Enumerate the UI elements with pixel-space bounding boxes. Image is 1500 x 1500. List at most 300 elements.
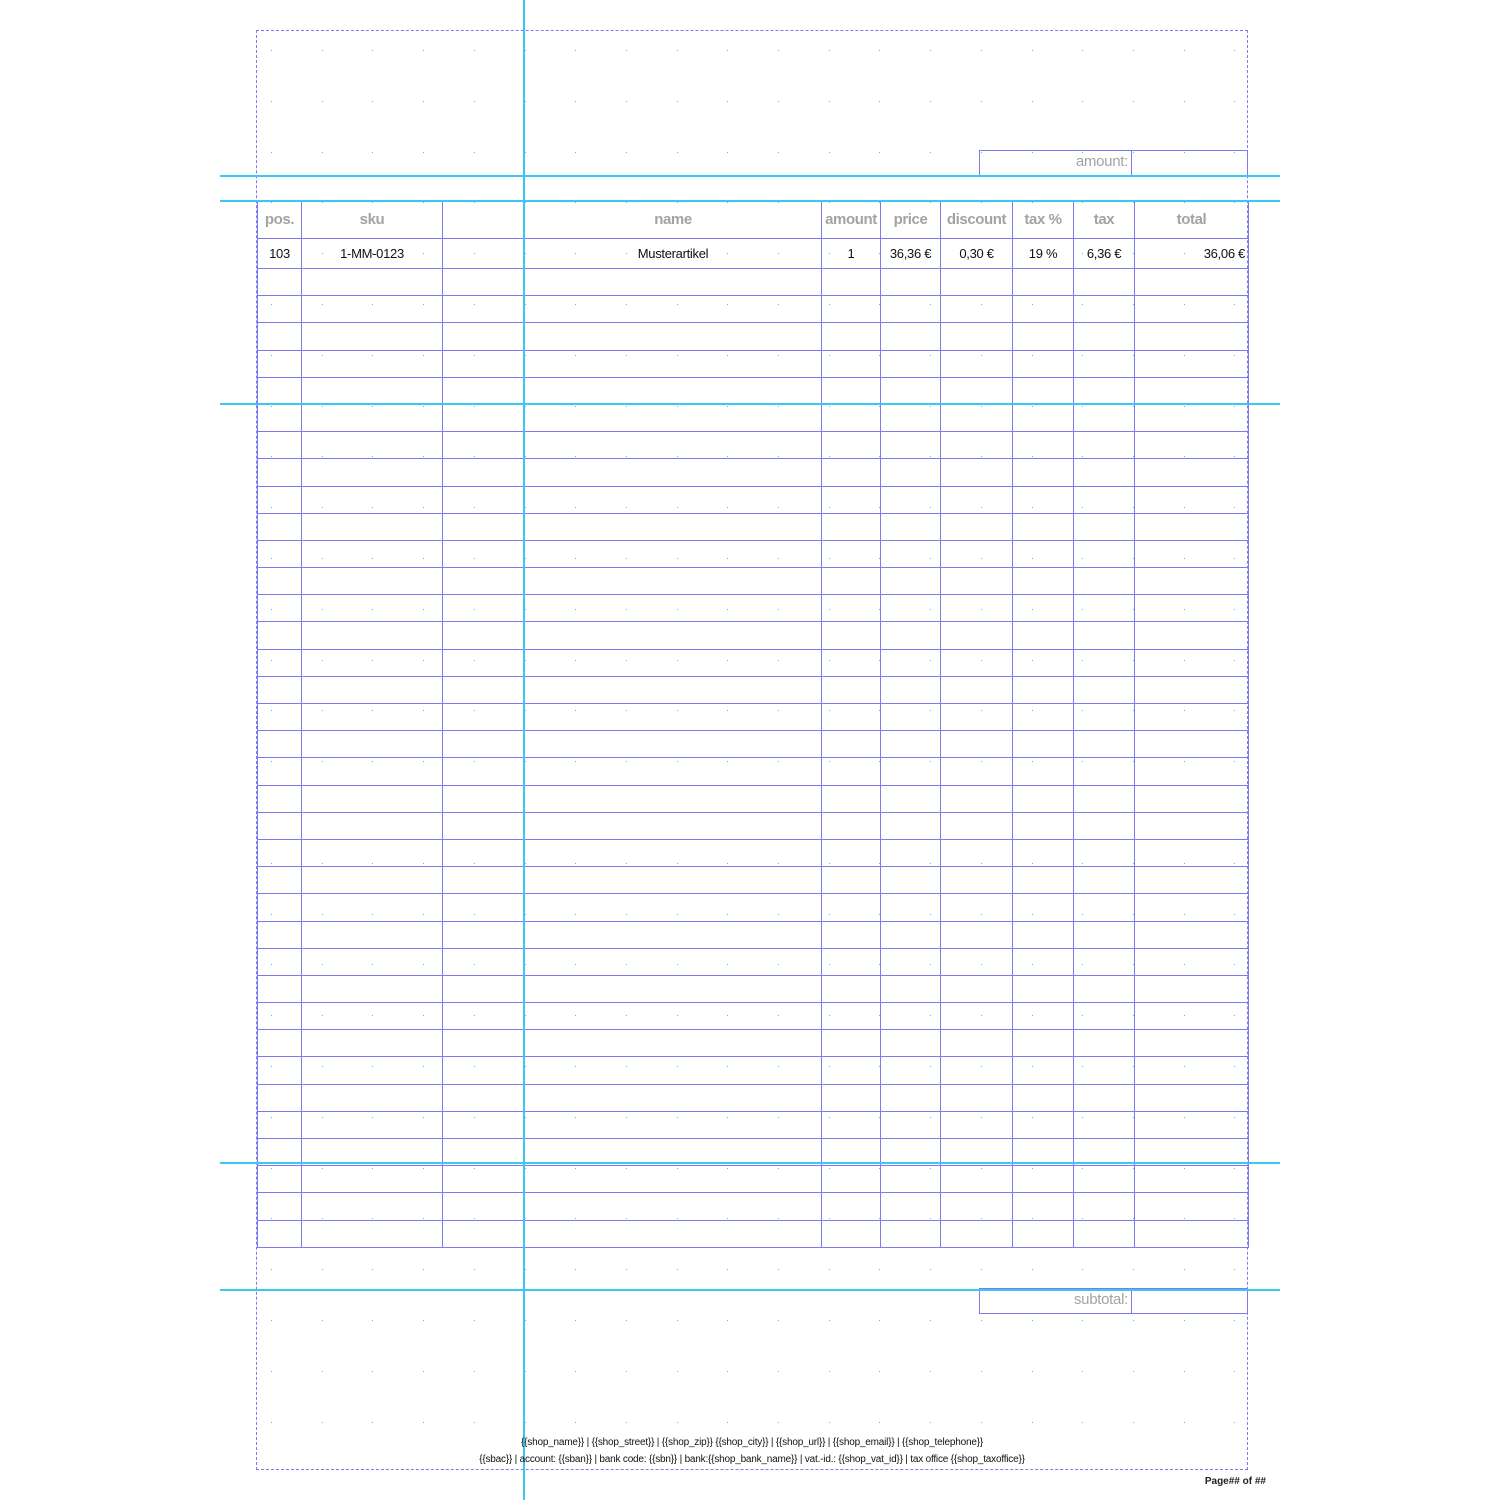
empty-cell <box>1013 704 1074 731</box>
empty-cell <box>941 812 1013 839</box>
empty-cell <box>302 758 443 785</box>
empty-cell <box>941 595 1013 622</box>
empty-cell <box>881 731 941 758</box>
empty-cell <box>525 948 822 975</box>
table-row-empty <box>258 486 1249 513</box>
empty-cell <box>822 867 881 894</box>
empty-cell <box>941 1166 1013 1193</box>
empty-cell <box>822 513 881 540</box>
empty-cell <box>443 948 525 975</box>
empty-cell <box>1013 785 1074 812</box>
empty-cell <box>1013 540 1074 567</box>
empty-cell <box>443 432 525 459</box>
empty-cell <box>1013 975 1074 1002</box>
empty-cell <box>1013 323 1074 350</box>
empty-cell <box>258 513 302 540</box>
empty-cell <box>822 1057 881 1084</box>
empty-cell <box>258 377 302 404</box>
empty-cell <box>881 622 941 649</box>
empty-cell <box>881 975 941 1002</box>
empty-cell <box>941 350 1013 377</box>
empty-cell <box>258 1166 302 1193</box>
empty-cell <box>941 975 1013 1002</box>
table-row-empty <box>258 1057 1249 1084</box>
empty-cell <box>525 1166 822 1193</box>
table-row-empty <box>258 323 1249 350</box>
empty-cell <box>1135 676 1249 703</box>
empty-cell <box>525 296 822 323</box>
empty-cell <box>1074 622 1135 649</box>
empty-cell <box>525 1193 822 1220</box>
empty-cell <box>1074 812 1135 839</box>
empty-cell <box>443 1111 525 1138</box>
empty-cell <box>822 404 881 431</box>
empty-cell <box>881 1193 941 1220</box>
empty-cell <box>258 323 302 350</box>
empty-cell <box>525 676 822 703</box>
empty-cell <box>1013 404 1074 431</box>
empty-cell <box>941 894 1013 921</box>
empty-cell <box>1135 731 1249 758</box>
guide-line-horizontal <box>220 403 1280 405</box>
empty-cell <box>881 486 941 513</box>
empty-cell <box>525 839 822 866</box>
empty-cell <box>941 296 1013 323</box>
empty-cell <box>1135 1030 1249 1057</box>
empty-cell <box>1074 1003 1135 1030</box>
guide-line-horizontal <box>220 1289 1280 1291</box>
empty-cell <box>1135 758 1249 785</box>
empty-cell <box>881 432 941 459</box>
empty-cell <box>443 513 525 540</box>
empty-cell <box>941 839 1013 866</box>
empty-cell <box>525 1220 822 1247</box>
guide-line-horizontal <box>220 175 1280 177</box>
empty-cell <box>525 785 822 812</box>
empty-cell <box>1074 704 1135 731</box>
empty-cell <box>302 377 443 404</box>
column-header-pos: pos. <box>258 201 302 239</box>
empty-cell <box>258 676 302 703</box>
empty-cell <box>822 921 881 948</box>
cell-name: Musterartikel <box>525 239 822 269</box>
empty-cell <box>881 1220 941 1247</box>
empty-cell <box>941 540 1013 567</box>
empty-cell <box>941 486 1013 513</box>
empty-cell <box>1135 432 1249 459</box>
empty-cell <box>1135 812 1249 839</box>
empty-cell <box>1074 568 1135 595</box>
empty-cell <box>1013 731 1074 758</box>
cell-total: 36,06 € <box>1135 239 1249 269</box>
cell-tax-percent: 19 % <box>1013 239 1074 269</box>
empty-cell <box>258 269 302 296</box>
cell-price: 36,36 € <box>881 239 941 269</box>
empty-cell <box>302 595 443 622</box>
empty-cell <box>258 296 302 323</box>
empty-cell <box>941 921 1013 948</box>
empty-cell <box>443 812 525 839</box>
empty-cell <box>1135 839 1249 866</box>
table-row-empty <box>258 540 1249 567</box>
empty-cell <box>822 704 881 731</box>
empty-cell <box>881 296 941 323</box>
empty-cell <box>525 568 822 595</box>
empty-cell <box>822 432 881 459</box>
empty-cell <box>258 540 302 567</box>
table-row-empty <box>258 1111 1249 1138</box>
empty-cell <box>258 867 302 894</box>
empty-cell <box>941 568 1013 595</box>
empty-cell <box>881 1003 941 1030</box>
empty-cell <box>525 432 822 459</box>
empty-cell <box>941 704 1013 731</box>
empty-cell <box>1135 513 1249 540</box>
empty-cell <box>1074 540 1135 567</box>
empty-cell <box>1135 377 1249 404</box>
empty-cell <box>302 894 443 921</box>
empty-cell <box>525 1030 822 1057</box>
empty-cell <box>1135 921 1249 948</box>
cell-pos: 103 <box>258 239 302 269</box>
empty-cell <box>1135 785 1249 812</box>
empty-cell <box>1013 350 1074 377</box>
footer-line-bank-info: {{sbac}} | account: {{sban}} | bank code: {{sbn}} | bank:{{shop_bank_name}} | vat.-id.: {{shop_vat_id}} | tax office {{shop_taxoffice}} <box>479 1454 1025 1465</box>
empty-cell <box>822 486 881 513</box>
empty-cell <box>1074 948 1135 975</box>
empty-cell <box>443 486 525 513</box>
empty-cell <box>941 404 1013 431</box>
table-row-empty <box>258 404 1249 431</box>
empty-cell <box>822 1030 881 1057</box>
empty-cell <box>1013 921 1074 948</box>
empty-cell <box>822 459 881 486</box>
empty-cell <box>525 404 822 431</box>
empty-cell <box>443 867 525 894</box>
empty-cell <box>822 785 881 812</box>
table-row-empty <box>258 622 1249 649</box>
empty-cell <box>1013 1111 1074 1138</box>
empty-cell <box>941 269 1013 296</box>
column-header-discount: discount <box>941 201 1013 239</box>
empty-cell <box>258 649 302 676</box>
empty-cell <box>1013 649 1074 676</box>
empty-cell <box>1013 839 1074 866</box>
empty-cell <box>822 1220 881 1247</box>
empty-cell <box>1013 758 1074 785</box>
table-row-empty <box>258 676 1249 703</box>
subtotal-label: subtotal: <box>1073 1291 1128 1308</box>
empty-cell <box>1135 459 1249 486</box>
empty-cell <box>525 595 822 622</box>
table-row-empty <box>258 1220 1249 1247</box>
table-row-empty <box>258 948 1249 975</box>
empty-cell <box>1074 513 1135 540</box>
cell-amount: 1 <box>822 239 881 269</box>
empty-cell <box>525 731 822 758</box>
empty-cell <box>1074 921 1135 948</box>
empty-cell <box>822 676 881 703</box>
empty-cell <box>1013 1003 1074 1030</box>
empty-cell <box>258 894 302 921</box>
empty-cell <box>1013 568 1074 595</box>
empty-cell <box>258 758 302 785</box>
empty-cell <box>1013 812 1074 839</box>
column-header-tax: tax <box>1074 201 1135 239</box>
column-header-tax-percent: tax % <box>1013 201 1074 239</box>
table-row-empty <box>258 867 1249 894</box>
empty-cell <box>1013 595 1074 622</box>
empty-cell <box>941 731 1013 758</box>
table-row-empty <box>258 812 1249 839</box>
empty-cell <box>1135 1003 1249 1030</box>
empty-cell <box>822 595 881 622</box>
empty-cell <box>443 595 525 622</box>
table-row-empty <box>258 296 1249 323</box>
empty-cell <box>443 269 525 296</box>
empty-cell <box>1074 377 1135 404</box>
empty-cell <box>258 1193 302 1220</box>
empty-cell <box>1135 323 1249 350</box>
table-row-empty <box>258 432 1249 459</box>
empty-cell <box>941 513 1013 540</box>
empty-cell <box>443 1193 525 1220</box>
empty-cell <box>302 459 443 486</box>
empty-cell <box>1013 1084 1074 1111</box>
empty-cell <box>525 269 822 296</box>
empty-cell <box>443 921 525 948</box>
guide-line-horizontal <box>220 1162 1280 1164</box>
empty-cell <box>1135 975 1249 1002</box>
table-row-empty <box>258 1030 1249 1057</box>
table-row-empty <box>258 1193 1249 1220</box>
empty-cell <box>1013 1220 1074 1247</box>
empty-cell <box>443 540 525 567</box>
table-header-row <box>258 201 1249 239</box>
empty-cell <box>443 622 525 649</box>
empty-cell <box>1013 1166 1074 1193</box>
empty-cell <box>443 704 525 731</box>
empty-cell <box>525 1003 822 1030</box>
empty-cell <box>302 622 443 649</box>
empty-cell <box>302 404 443 431</box>
empty-cell <box>881 1030 941 1057</box>
empty-cell <box>1135 1166 1249 1193</box>
empty-cell <box>258 1030 302 1057</box>
empty-cell <box>258 1003 302 1030</box>
empty-cell <box>302 704 443 731</box>
empty-cell <box>258 1084 302 1111</box>
empty-cell <box>881 867 941 894</box>
empty-cell <box>525 921 822 948</box>
empty-cell <box>1074 350 1135 377</box>
empty-cell <box>258 1057 302 1084</box>
empty-cell <box>1135 568 1249 595</box>
empty-cell <box>941 676 1013 703</box>
empty-cell <box>881 704 941 731</box>
empty-cell <box>302 323 443 350</box>
empty-cell <box>941 1030 1013 1057</box>
empty-cell <box>302 1193 443 1220</box>
empty-cell <box>941 758 1013 785</box>
table-row-empty <box>258 269 1249 296</box>
empty-cell <box>302 1003 443 1030</box>
empty-cell <box>941 649 1013 676</box>
empty-cell <box>822 269 881 296</box>
empty-cell <box>1074 731 1135 758</box>
empty-cell <box>258 948 302 975</box>
empty-cell <box>1074 894 1135 921</box>
empty-cell <box>1074 676 1135 703</box>
cell-tax: 6,36 € <box>1074 239 1135 269</box>
table-row-empty <box>258 921 1249 948</box>
empty-cell <box>1013 432 1074 459</box>
empty-cell <box>881 1084 941 1111</box>
empty-cell <box>302 1220 443 1247</box>
empty-cell <box>1074 758 1135 785</box>
empty-cell <box>302 269 443 296</box>
empty-cell <box>1074 432 1135 459</box>
empty-cell <box>1135 595 1249 622</box>
empty-cell <box>258 1220 302 1247</box>
empty-cell <box>443 568 525 595</box>
empty-cell <box>443 785 525 812</box>
empty-cell <box>1074 459 1135 486</box>
empty-cell <box>1135 486 1249 513</box>
empty-cell <box>822 568 881 595</box>
empty-cell <box>525 1111 822 1138</box>
empty-cell <box>525 704 822 731</box>
empty-cell <box>302 568 443 595</box>
empty-cell <box>1074 269 1135 296</box>
shop-footer <box>256 1434 1248 1468</box>
empty-cell <box>1135 350 1249 377</box>
empty-cell <box>1074 1111 1135 1138</box>
empty-cell <box>443 1003 525 1030</box>
empty-cell <box>258 1111 302 1138</box>
empty-cell <box>1074 323 1135 350</box>
empty-cell <box>302 649 443 676</box>
table-row-empty <box>258 704 1249 731</box>
empty-cell <box>302 812 443 839</box>
empty-cell <box>881 1057 941 1084</box>
line-items-table <box>257 200 1249 1248</box>
empty-cell <box>822 975 881 1002</box>
empty-cell <box>1013 622 1074 649</box>
empty-cell <box>822 540 881 567</box>
empty-cell <box>881 812 941 839</box>
empty-cell <box>822 622 881 649</box>
empty-cell <box>525 867 822 894</box>
cell-discount: 0,30 € <box>941 239 1013 269</box>
table-row-empty <box>258 894 1249 921</box>
empty-cell <box>443 296 525 323</box>
empty-cell <box>1074 1030 1135 1057</box>
empty-cell <box>1074 1193 1135 1220</box>
page-number: Page## of ## <box>1204 1476 1266 1487</box>
table-row-empty <box>258 377 1249 404</box>
empty-cell <box>941 1057 1013 1084</box>
empty-cell <box>443 404 525 431</box>
empty-cell <box>443 459 525 486</box>
empty-cell <box>822 1166 881 1193</box>
empty-cell <box>1074 785 1135 812</box>
empty-cell <box>941 432 1013 459</box>
empty-cell <box>258 486 302 513</box>
empty-cell <box>258 812 302 839</box>
table-row-empty <box>258 785 1249 812</box>
empty-cell <box>302 350 443 377</box>
footer-line-shop-info: {{shop_name}} | {{shop_street}} | {{shop_zip}} {{shop_city}} | {{shop_url}} | {{shop_email}} | {{shop_telephone}} <box>521 1437 983 1448</box>
empty-cell <box>302 1030 443 1057</box>
column-header-name: name <box>525 201 822 239</box>
empty-cell <box>525 486 822 513</box>
empty-cell <box>822 377 881 404</box>
empty-cell <box>941 1220 1013 1247</box>
table-row-empty <box>258 459 1249 486</box>
header-amount-value-cell <box>1131 150 1248 176</box>
empty-cell <box>1135 269 1249 296</box>
table-row-empty <box>258 513 1249 540</box>
empty-cell <box>443 894 525 921</box>
empty-cell <box>1135 622 1249 649</box>
empty-cell <box>881 676 941 703</box>
empty-cell <box>1135 704 1249 731</box>
empty-cell <box>881 649 941 676</box>
empty-cell <box>881 1111 941 1138</box>
empty-cell <box>941 1003 1013 1030</box>
empty-cell <box>822 894 881 921</box>
table-row-empty <box>258 595 1249 622</box>
table-row-empty <box>258 1084 1249 1111</box>
empty-cell <box>881 323 941 350</box>
empty-cell <box>881 350 941 377</box>
empty-cell <box>1013 296 1074 323</box>
empty-cell <box>881 540 941 567</box>
empty-cell <box>1074 486 1135 513</box>
empty-cell <box>1013 513 1074 540</box>
empty-cell <box>1013 1193 1074 1220</box>
empty-cell <box>1074 839 1135 866</box>
empty-cell <box>258 785 302 812</box>
empty-cell <box>302 513 443 540</box>
empty-cell <box>302 540 443 567</box>
empty-cell <box>525 975 822 1002</box>
empty-cell <box>941 1111 1013 1138</box>
empty-cell <box>443 649 525 676</box>
empty-cell <box>302 948 443 975</box>
column-header-blank <box>443 201 525 239</box>
empty-cell <box>881 404 941 431</box>
empty-cell <box>258 350 302 377</box>
cell-blank <box>443 239 525 269</box>
empty-cell <box>443 377 525 404</box>
empty-cell <box>1135 1193 1249 1220</box>
guide-line-vertical <box>523 0 525 1500</box>
empty-cell <box>1135 1057 1249 1084</box>
empty-cell <box>258 404 302 431</box>
empty-cell <box>1135 1111 1249 1138</box>
empty-cell <box>1135 296 1249 323</box>
empty-cell <box>1013 894 1074 921</box>
cell-sku: 1-MM-0123 <box>302 239 443 269</box>
empty-cell <box>822 839 881 866</box>
table-row-empty <box>258 649 1249 676</box>
empty-cell <box>1013 269 1074 296</box>
empty-cell <box>1013 1030 1074 1057</box>
empty-cell <box>941 377 1013 404</box>
empty-cell <box>1135 540 1249 567</box>
